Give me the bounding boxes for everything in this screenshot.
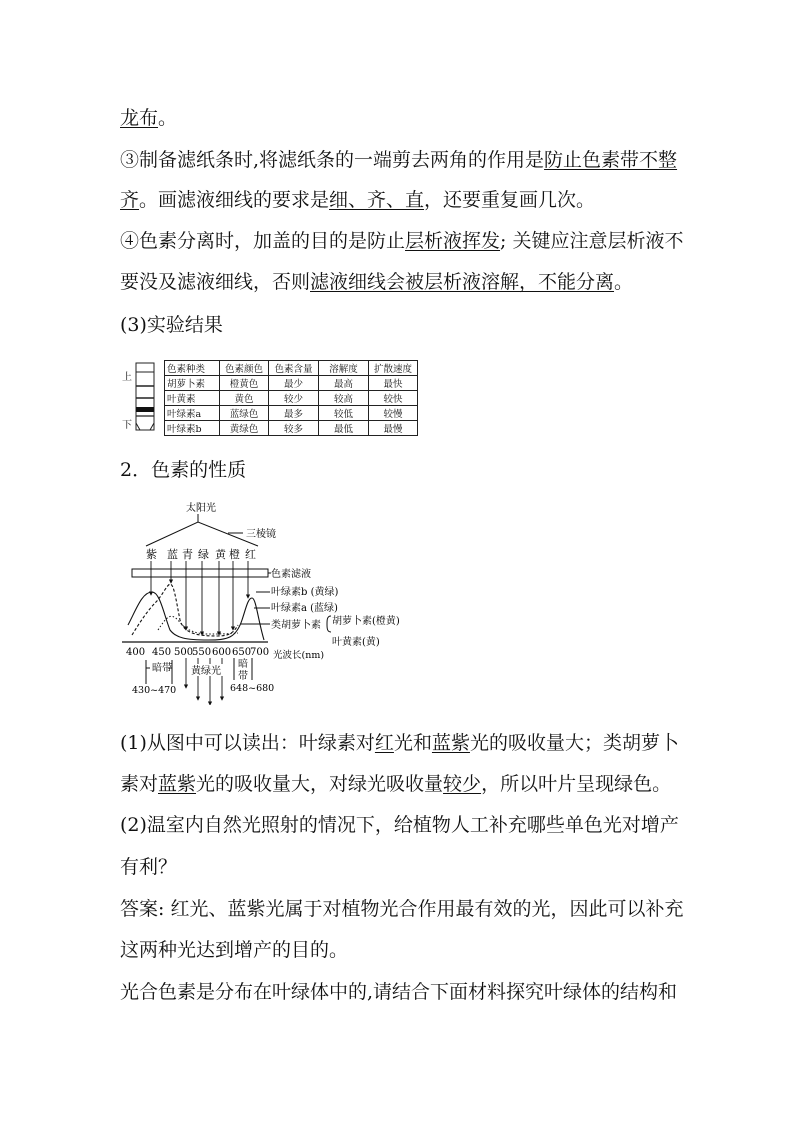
color-label-blue: 蓝 <box>167 548 178 561</box>
text-line: 光合色素是分布在叶绿体中的,请结合下面材料探究叶绿体的结构和 <box>120 981 678 1003</box>
underlined-text: 蓝紫 <box>158 773 197 795</box>
table-cell: 黄色 <box>220 391 269 406</box>
tick-label: 550 <box>192 647 212 658</box>
table-cell: 最多 <box>269 406 319 421</box>
text-line: 这两种光达到增产的目的。 <box>120 939 349 961</box>
text-span: ，还要重复画几次。 <box>424 189 596 211</box>
text-line <box>120 772 671 796</box>
color-label-red: 红 <box>245 548 256 561</box>
text-line: 答案: 红光、蓝紫光属于对植物光合作用最有效的光，因此可以补充 <box>120 898 684 920</box>
strip-top-label: 上 <box>122 372 132 383</box>
text-span: 光和 <box>393 732 432 754</box>
underlined-text: 防止色素带不整 <box>544 149 678 171</box>
underlined-text: 蓝紫 <box>431 732 470 754</box>
table-header-cell: 色素种类 <box>165 361 220 376</box>
table-cell: 较低 <box>319 406 369 421</box>
text-line: (3)实验结果 <box>120 314 223 336</box>
color-label-cyan: 青 <box>182 548 193 561</box>
carotene-label: 胡萝卜素(橙黄) <box>332 616 400 627</box>
text-span: ; 关键应注意层析液不 <box>500 230 684 252</box>
table-row <box>165 391 418 406</box>
text-line <box>120 106 177 130</box>
table-cell: 蓝绿色 <box>220 406 269 421</box>
table-row <box>165 376 418 391</box>
underlined-text: 较少 <box>443 773 482 795</box>
tick-label: 700 <box>250 647 270 658</box>
carotenoid-curve <box>158 616 238 634</box>
table-cell: 叶黄素 <box>165 391 220 406</box>
chl-b-label: 叶绿素b (黄绿) <box>271 587 339 598</box>
underlined-text: 齐 <box>120 189 140 211</box>
table-cell: 较快 <box>369 391 418 406</box>
carotenoids-label: 类胡萝卜素 <box>271 620 321 631</box>
text-span: 。 <box>614 271 634 293</box>
underlined-text: 龙布 <box>120 107 159 129</box>
text-line <box>120 148 677 172</box>
axis-label: 光波长(nm) <box>273 650 325 661</box>
text-span: ④色素分离时，加盖的目的是防止 <box>120 230 406 252</box>
table-cell: 较慢 <box>369 406 418 421</box>
underlined-text: 红 <box>374 732 394 754</box>
text-line <box>120 270 633 294</box>
sunlight-label: 太阳光 <box>186 503 216 514</box>
tick-label: 650 <box>232 647 252 658</box>
table-cell: 最高 <box>319 376 369 391</box>
color-label-green: 绿 <box>198 548 209 561</box>
table-cell: 胡萝卜素 <box>165 376 220 391</box>
spectrum-diagram <box>118 500 438 705</box>
table-cell: 叶绿素a <box>165 406 220 421</box>
table-cell: 叶绿素b <box>165 421 220 436</box>
underlined-text: 滤液细线会被层析液溶解，不能分离 <box>310 271 615 293</box>
dark-band2-range: 648~680 <box>230 683 275 694</box>
color-label-yellow: 黄 <box>215 548 226 561</box>
tick-label: 500 <box>174 647 194 658</box>
dark-band-range: 430~470 <box>132 685 177 696</box>
text-span: 素对 <box>120 773 159 795</box>
color-label-orange: 橙 <box>229 548 240 561</box>
chlorophyll-b-curve <box>132 584 238 636</box>
table-cell: 最少 <box>269 376 319 391</box>
dark-band2-label-a: 暗 <box>238 659 248 670</box>
text-span: (1)从图中可以读出：叶绿素对 <box>120 732 375 754</box>
dark-band-label: 暗带 <box>152 663 172 674</box>
text-span: ，所以叶片呈现绿色。 <box>481 773 672 795</box>
underlined-text: 层析液挥发 <box>405 230 501 252</box>
table-cell: 最快 <box>369 376 418 391</box>
tick-label: 450 <box>152 647 172 658</box>
axis-ticks <box>126 647 269 658</box>
chl-a-label: 叶绿素a (蓝绿) <box>271 603 338 614</box>
dark-band2-label-b: 带 <box>238 671 248 682</box>
text-span: 。画滤液细线的要求是 <box>139 189 330 211</box>
table-cell: 较高 <box>319 391 369 406</box>
text-span: 光的吸收量大，对绿光吸收量 <box>196 773 444 795</box>
table-cell: 较多 <box>269 421 319 436</box>
text-line <box>120 731 679 755</box>
section-heading: 2．色素的性质 <box>120 459 247 481</box>
text-span: ③制备滤纸条时,将滤纸条的一端剪去两角的作用是 <box>120 149 545 171</box>
text-span: 光的吸收量大；类胡萝卜 <box>469 732 679 754</box>
table-header-cell: 色素颜色 <box>220 361 269 376</box>
tick-label: 400 <box>126 647 146 658</box>
filtrate-label: 色素滤液 <box>271 569 311 580</box>
table-header-row <box>165 361 418 376</box>
table-header-cell: 溶解度 <box>319 361 369 376</box>
prism-outline <box>146 522 258 546</box>
text-line: (2)温室内自然光照射的情况下，给植物人工补充哪些单色光对增产 <box>120 814 679 836</box>
absorption-spectrum-figure <box>118 500 438 705</box>
yellow-green-label: 黄绿光 <box>191 666 221 677</box>
table-header-cell: 色素含量 <box>269 361 319 376</box>
table-cell: 最低 <box>319 421 369 436</box>
text-line: 有利？ <box>120 856 178 878</box>
table-cell: 橙黄色 <box>220 376 269 391</box>
table-row <box>165 421 418 436</box>
carotenoid-brace <box>327 616 331 632</box>
pigment-table <box>164 360 418 436</box>
text-line <box>120 229 683 253</box>
table-cell: 较少 <box>269 391 319 406</box>
color-label-violet: 紫 <box>146 548 157 561</box>
strip-bottom-label: 下 <box>122 420 132 431</box>
text-span: 。 <box>158 107 178 129</box>
text-line <box>120 188 595 212</box>
table-cell: 最慢 <box>369 421 418 436</box>
pigment-table-figure <box>120 360 420 437</box>
text-span: 要没及滤液细线，否则 <box>120 271 311 293</box>
table-cell: 黄绿色 <box>220 421 269 436</box>
prism-label: 三棱镜 <box>246 529 276 540</box>
table-row <box>165 406 418 421</box>
tick-label: 600 <box>212 647 232 658</box>
table-header-cell: 扩散速度 <box>369 361 418 376</box>
underlined-text: 细、齐、直 <box>329 189 425 211</box>
xanthophyll-label: 叶黄素(黄) <box>332 637 380 648</box>
